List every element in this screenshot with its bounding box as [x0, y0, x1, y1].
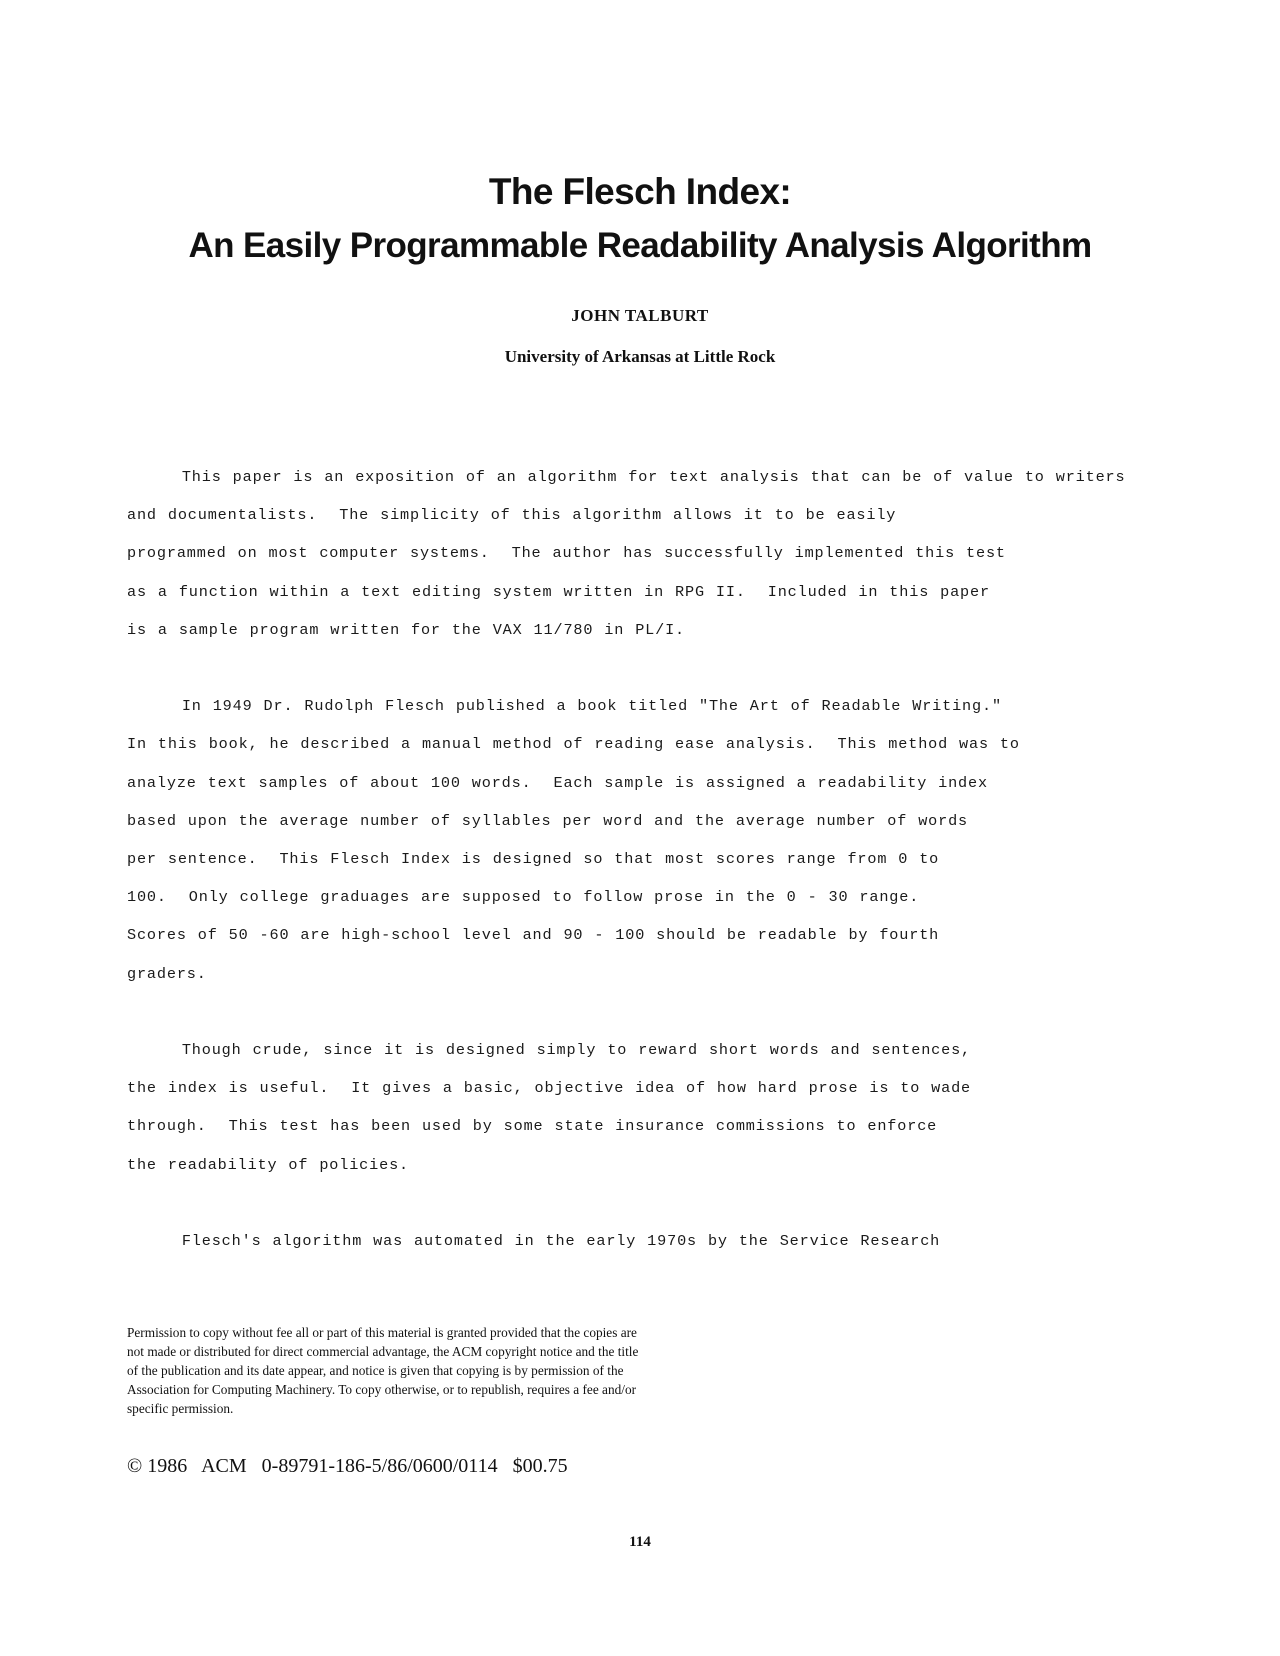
- title-line-1: The Flesch Index:: [488, 171, 792, 212]
- paper-title: [0, 168, 1280, 276]
- paragraph-usefulness: Though crude, since it is designed simply to reward short words and sentences, the index is useful. It gives a basic, objective idea of how hard prose is to wade through. This test has been used by some state insurance commissions to enforce the readability of policies.: [127, 1041, 972, 1174]
- copyright-line: © 1986 ACM 0-89791-186-5/86/0600/0114 $00.75: [127, 1455, 568, 1477]
- permission-notice: Permission to copy without fee all or part of this material is granted provided that the copies are not made or distributed for direct commercial advantage, the ACM copyright notice and the title of the publication and its date appear, and notice is given that copying is by permission of the Association for Computing Machinery. To copy otherwise, or to republish, requires a fee and/or specific permission.: [127, 1325, 639, 1416]
- author-name: JOHN TALBURT: [571, 306, 709, 325]
- title-line-2: An Easily Programmable Readability Analysis Algorithm: [188, 226, 1092, 265]
- paragraph-automation: Flesch's algorithm was automated in the early 1970s by the Service Research: [127, 1232, 941, 1251]
- paragraph-history: In 1949 Dr. Rudolph Flesch published a book titled "The Art of Readable Writing." In this book, he described a manual method of reading ease analysis. This method was to analyze text samples of about 100 words. Each sample is assigned a readability index based upon the average number of syllables per word and the average number of words per sentence. This Flesch Index is designed so that most scores range from 0 to 100. Only college graduages are supposed to follow prose in the 0 - 30 range. Scores of 50 -60 are high-school level and 90 - 100 should be readable by fourth graders.: [127, 697, 1020, 983]
- author-affiliation: University of Arkansas at Little Rock: [504, 347, 776, 366]
- body-text: [127, 458, 1187, 1298]
- page-number: 114: [629, 1534, 651, 1550]
- paragraph-abstract: This paper is an exposition of an algorithm for text analysis that can be of value to writers and documentalists. The simplicity of this algorithm allows it to be easily programmed on most computer systems. The author has successfully implemented this test as a function within a text editing system written in RPG II. Included in this paper is a sample program written for the VAX 11/780 in PL/I.: [127, 468, 1126, 639]
